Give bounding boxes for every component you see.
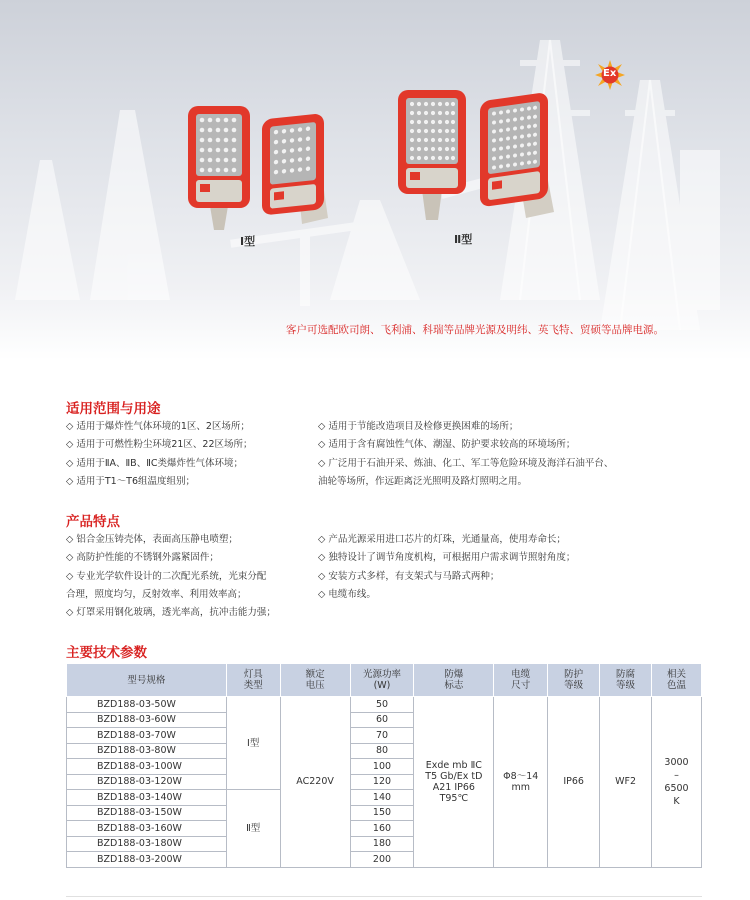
hero-banner [0, 0, 750, 360]
list-item: ◇ 适用于可燃性粉尘环境21区、22区场所； [66, 439, 253, 451]
lamp-type2-side-image [476, 86, 566, 220]
model-cell: BZD188-03-200W [67, 852, 227, 868]
model-cell: BZD188-03-70W [67, 728, 227, 744]
list-item: 合理，照度均匀，反射效率、利用效率高； [66, 588, 247, 600]
lamp-type1-front-image [184, 106, 254, 230]
model-cell: BZD188-03-60W [67, 712, 227, 728]
list-item: ◇ 安装方式多样，有支架式与马路式两种； [318, 570, 500, 582]
list-item: ◇ 产品光源采用进口芯片的灯珠，光通量高，使用寿命长； [318, 534, 566, 545]
power-cell: 50 [350, 697, 414, 713]
type1-label: Ⅰ型 [240, 235, 256, 248]
list-item: ◇ 适用于爆炸性气体环境的1区、2区场所； [66, 421, 250, 432]
header-exmark: 防爆 标志 [414, 664, 494, 697]
list-item: 油轮等场所，作远距离泛光照明及路灯照明之用。 [318, 475, 528, 487]
list-item: ◇ 广泛用于石油开采、炼油、化工、军工等危险环境及海洋石油平台、 [318, 457, 614, 469]
scope-section-title: 适用范围与用途 [66, 401, 161, 417]
power-cell: 180 [350, 836, 414, 852]
features-section-title: 产品特点 [66, 514, 120, 530]
model-cell: BZD188-03-80W [67, 743, 227, 759]
model-cell: BZD188-03-120W [67, 774, 227, 790]
table-row [67, 697, 702, 713]
features-list-right [318, 531, 575, 604]
header-cct: 相关 色温 [652, 664, 702, 697]
type1-cell: Ⅰ型 [226, 697, 280, 790]
lamp-type1-side-image [258, 106, 342, 226]
list-item: ◇ 适用于含有腐蚀性气体、潮湿、防护要求较高的环境场所； [318, 439, 576, 451]
corrosion-cell: WF2 [600, 697, 652, 868]
power-cell: 140 [350, 790, 414, 806]
lamp-type2-front-image [396, 90, 468, 220]
power-cell: 70 [350, 728, 414, 744]
header-model: 型号规格 [67, 664, 227, 697]
model-cell: BZD188-03-180W [67, 836, 227, 852]
power-cell: 150 [350, 805, 414, 821]
list-item: ◇ 独特设计了调节角度机构，可根据用户需求调节照射角度； [318, 552, 576, 564]
header-voltage: 额定 电压 [280, 664, 350, 697]
features-list-left [66, 531, 276, 622]
bottom-divider [66, 896, 702, 897]
power-cell: 60 [350, 712, 414, 728]
header-corrosion: 防腐 等级 [600, 664, 652, 697]
spec-header-row [67, 664, 702, 697]
cct-cell: 3000 – 6500 K [652, 697, 702, 868]
list-item: ◇ 适用于ⅡA、ⅡB、ⅡC类爆炸性气体环境； [66, 457, 244, 469]
header-cable: 电缆 尺寸 [494, 664, 548, 697]
specs-section-title: 主要技术参数 [66, 645, 147, 661]
type2-label: Ⅱ型 [454, 233, 473, 246]
cable-cell: Φ8～14 mm [494, 697, 548, 868]
oilfield-background [0, 0, 750, 360]
scope-list-left [66, 418, 253, 491]
power-cell: 160 [350, 821, 414, 837]
power-cell: 100 [350, 759, 414, 775]
list-item: ◇ 铝合金压铸壳体，表面高压静电喷塑； [66, 534, 238, 545]
type2-cell: Ⅱ型 [226, 790, 280, 868]
list-item: ◇ 适用于节能改造项目及检修更换困难的场所； [318, 421, 519, 432]
voltage-cell: AC220V [280, 697, 350, 868]
header-type: 灯具 类型 [226, 664, 280, 697]
spec-table [66, 663, 702, 868]
model-cell: BZD188-03-140W [67, 790, 227, 806]
model-cell: BZD188-03-160W [67, 821, 227, 837]
scope-list-right [318, 418, 613, 491]
ip-cell: IP66 [548, 697, 600, 868]
header-ip: 防护 等级 [548, 664, 600, 697]
list-item: ◇ 高防护性能的不锈钢外露紧固件； [66, 552, 219, 564]
list-item: ◇ 灯罩采用钢化玻璃，透光率高，抗冲击能力强； [66, 607, 276, 619]
model-cell: BZD188-03-50W [67, 697, 227, 713]
list-item: ◇ 电缆布线。 [318, 588, 376, 600]
exmark-cell: Exde mb ⅡC T5 Gb/Ex tD A21 IP66 T95℃ [414, 697, 494, 868]
list-item: ◇ 适用于T1～T6组温度组别； [66, 475, 196, 487]
power-cell: 120 [350, 774, 414, 790]
brand-options-note: 客户可选配欧司朗、飞利浦、科瑞等品牌光源及明纬、英飞特、贸硕等品牌电源。 [286, 324, 664, 336]
power-cell: 200 [350, 852, 414, 868]
model-cell: BZD188-03-150W [67, 805, 227, 821]
list-item: ◇ 专业光学软件设计的二次配光系统，光束分配 [66, 570, 267, 582]
ex-badge-text: Ex [603, 68, 617, 79]
header-power: 光源功率 (W) [350, 664, 414, 697]
model-cell: BZD188-03-100W [67, 759, 227, 775]
power-cell: 80 [350, 743, 414, 759]
